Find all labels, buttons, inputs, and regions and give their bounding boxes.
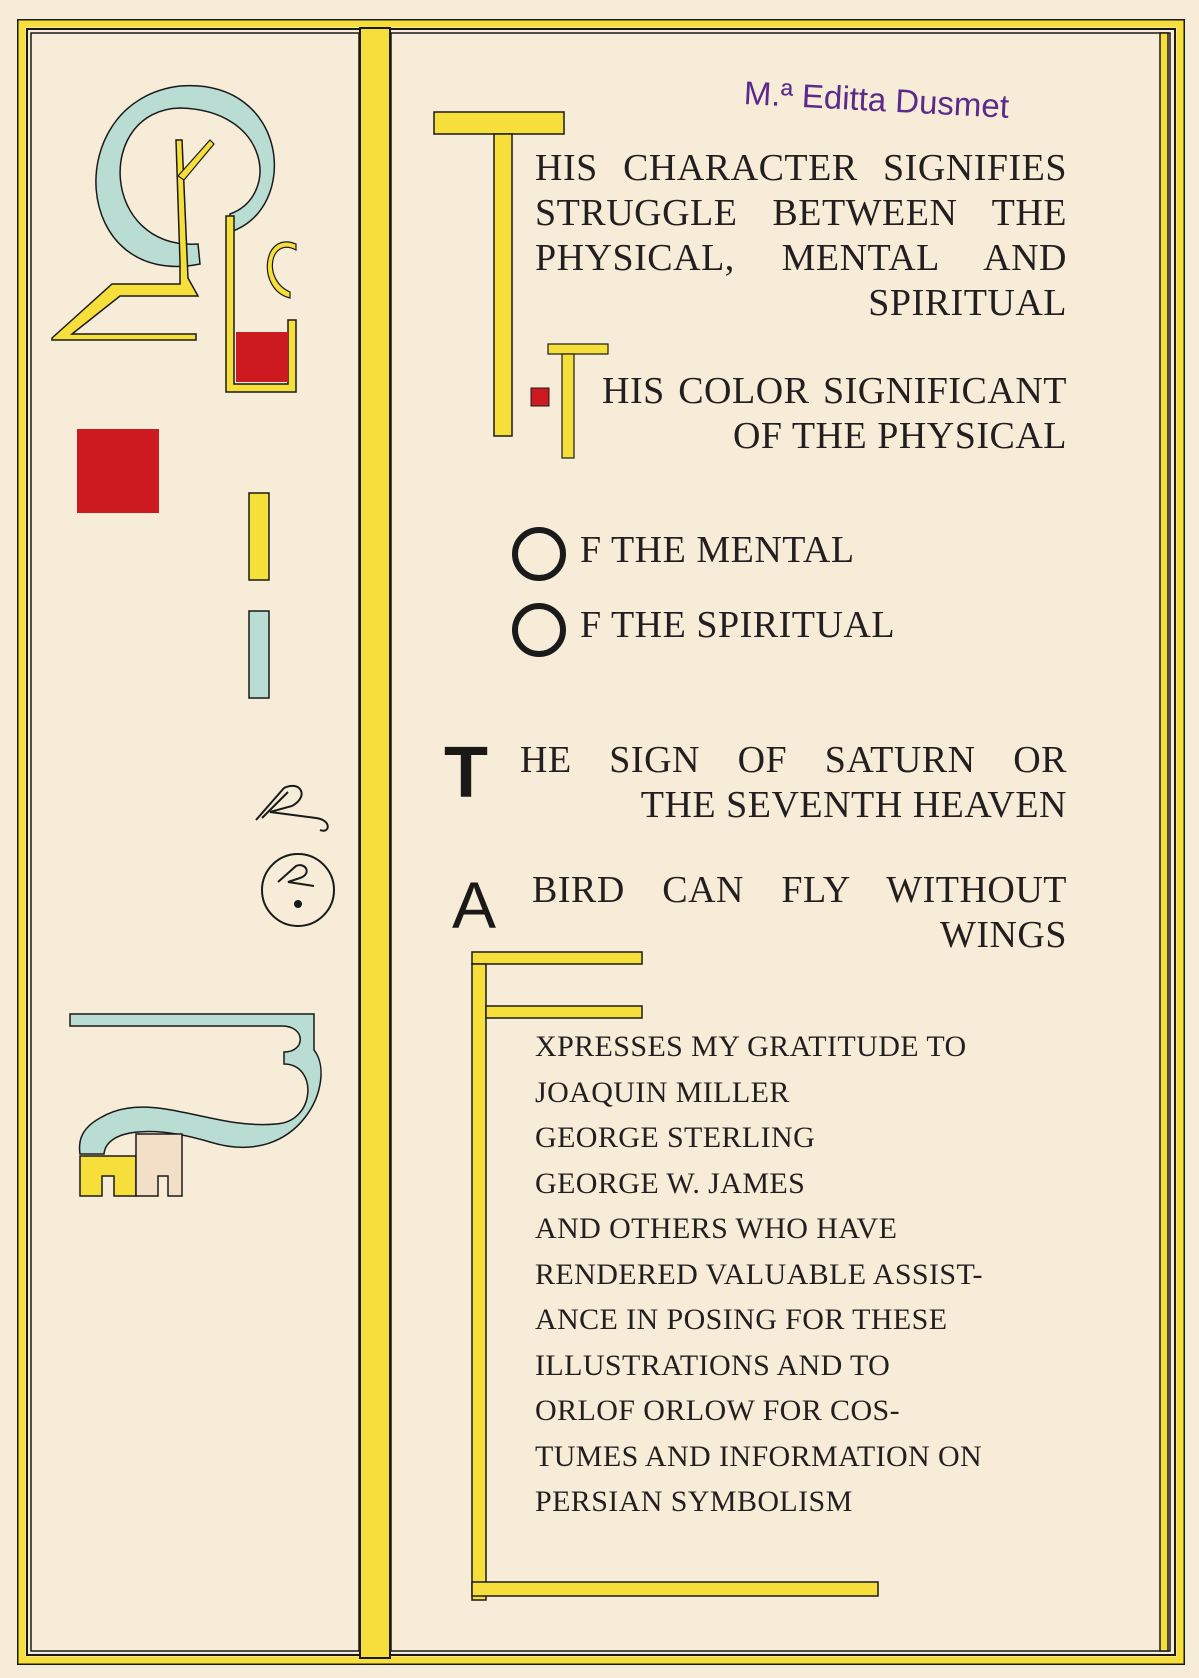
- block1-line1: HIS CHARACTER SIGNIFIES: [535, 147, 1067, 189]
- block2-line1: HIS COLOR SIGNIFICANT: [602, 370, 1067, 412]
- block1-line2: STRUGGLE BETWEEN THE: [535, 192, 1067, 234]
- block5-line2: THE SEVENTH HEAVEN: [640, 784, 1067, 826]
- block4-text: F THE SPIRITUAL: [580, 604, 896, 646]
- initial-T-saturn: T: [444, 733, 488, 813]
- ack-line-6: RENDERED VALUABLE ASSIST-: [535, 1258, 983, 1291]
- block1-line4: SPIRITUAL: [868, 282, 1067, 324]
- ack-line-10: TUMES AND INFORMATION ON: [535, 1440, 983, 1473]
- block5-line1: HE SIGN OF SATURN OR: [520, 739, 1067, 781]
- ack-line-9: ORLOF ORLOW FOR COS-: [535, 1394, 900, 1427]
- red-square: [77, 429, 159, 513]
- blue-bar: [249, 611, 269, 698]
- block2-line2: OF THE PHYSICAL: [732, 415, 1067, 457]
- yellow-bar: [249, 493, 269, 580]
- ack-line-5: AND OTHERS WHO HAVE: [535, 1212, 898, 1245]
- block3-text: F THE MENTAL: [580, 529, 855, 571]
- ack-line-7: ANCE IN POSING FOR THESE: [535, 1303, 948, 1336]
- owner-stamp: M.ª Editta Dusmet: [743, 74, 1010, 125]
- ack-line-3: GEORGE STERLING: [535, 1121, 816, 1154]
- ack-line-1: XPRESSES MY GRATITUDE TO: [535, 1030, 967, 1063]
- divider-column: [360, 28, 390, 1658]
- ack-line-4: GEORGE W. JAMES: [535, 1167, 806, 1200]
- block6-line1: BIRD CAN FLY WITHOUT: [532, 869, 1067, 911]
- ack-line-8: ILLUSTRATIONS AND TO: [535, 1349, 891, 1382]
- block1-line3: PHYSICAL, MENTAL AND: [535, 237, 1067, 279]
- ack-line-2: JOAQUIN MILLER: [535, 1076, 790, 1109]
- ack-line-11: PERSIAN SYMBOLISM: [535, 1485, 853, 1518]
- block6-line2: WINGS: [939, 914, 1067, 956]
- initial-A-bird: A: [452, 868, 497, 942]
